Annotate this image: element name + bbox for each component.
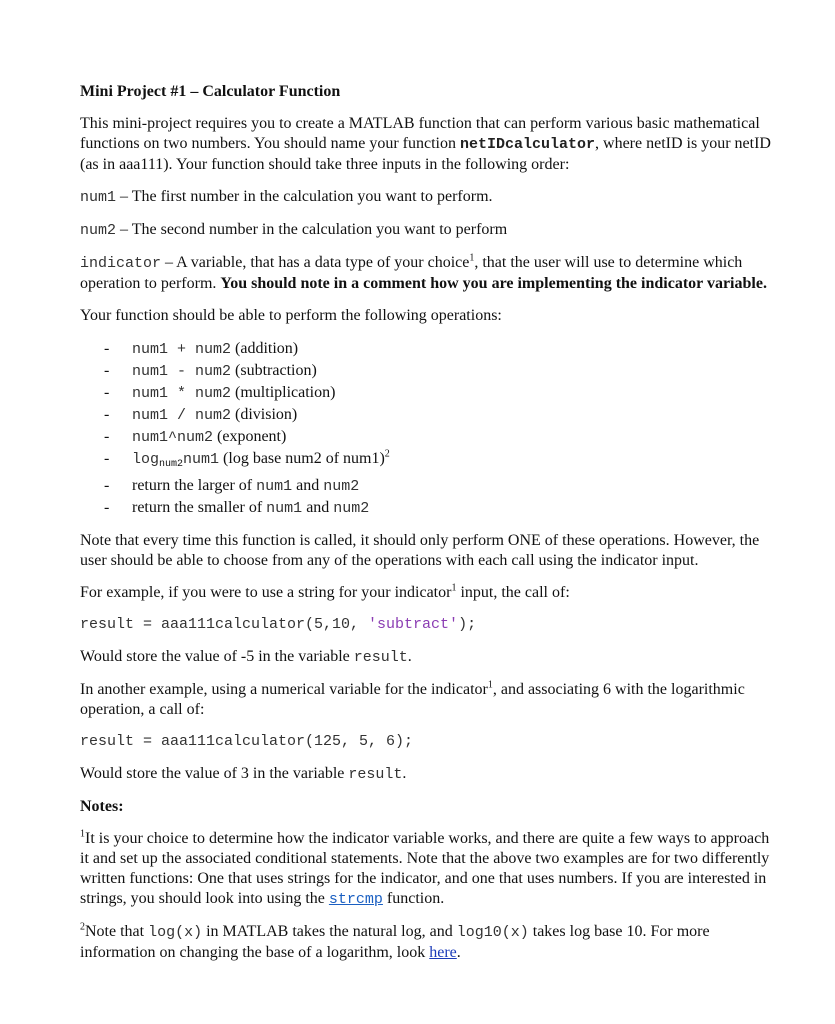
note-one-operation: Note that every time this function is called, it should only perform ONE of these operations. However, the user should be able to choose from any of the operations with each call using the indicator input. bbox=[80, 532, 760, 569]
example1-intro-text-1: For example, if you were to use a string for your indicator bbox=[80, 584, 452, 601]
example2-result-end: . bbox=[402, 765, 407, 782]
operation-text: (exponent) bbox=[213, 428, 287, 445]
log10-x-code: log10(x) bbox=[456, 924, 529, 941]
example2-intro bbox=[80, 680, 780, 720]
operation-code: num1 bbox=[256, 478, 293, 495]
operation-larger bbox=[80, 475, 780, 497]
example1-code-pre: result = aaa111calculator(5,10, bbox=[80, 616, 369, 633]
footnote-marker-2: 2 bbox=[80, 921, 85, 933]
footnote-ref-1: 1 bbox=[469, 252, 475, 264]
input-indicator bbox=[80, 253, 780, 294]
input-num2-desc: – The second number in the calculation you want to perform bbox=[116, 221, 508, 238]
example2-result-var: result bbox=[348, 766, 403, 783]
operation-text: (division) bbox=[231, 406, 298, 423]
log-argument: num1 bbox=[183, 451, 220, 468]
footnote-2-text-2: in MATLAB takes the natural log, and bbox=[202, 923, 457, 940]
strcmp-link[interactable]: strcmp bbox=[328, 891, 383, 908]
operations-list bbox=[80, 338, 780, 519]
example2-intro-text-2: , and associating 6 with the logarithmic operation, a call of: bbox=[80, 681, 745, 718]
list-dash: - bbox=[104, 362, 110, 379]
operation-smaller bbox=[80, 497, 780, 519]
operation-subtraction bbox=[80, 360, 780, 382]
log-x-code: log(x) bbox=[148, 924, 203, 941]
operation-code: num1 - num2 bbox=[132, 363, 232, 380]
operation-text: (multiplication) bbox=[231, 384, 336, 401]
input-num1-code: num1 bbox=[80, 189, 117, 206]
list-dash: - bbox=[104, 340, 110, 357]
example2-intro-text-1: In another example, using a numerical variable for the indicator bbox=[80, 681, 488, 698]
log-code: log bbox=[132, 451, 160, 468]
intro-text-1: This mini-project requires you to create a MATLAB function that can perform various basic mathematical functions on two numbers. You should name your function bbox=[80, 115, 760, 152]
document-body bbox=[80, 82, 780, 963]
operation-code: num1^num2 bbox=[132, 429, 214, 446]
list-dash: - bbox=[104, 406, 110, 423]
operation-code: num1 / num2 bbox=[132, 407, 232, 424]
operation-text: and bbox=[292, 477, 324, 494]
input-num2-code: num2 bbox=[80, 222, 117, 239]
footnote-ref-2: 2 bbox=[384, 448, 390, 460]
operation-text: (addition) bbox=[231, 340, 299, 357]
footnote-1-text: It is your choice to determine how the indicator variable works, and there are quite a few ways to approach it and set up the associated conditional statements. Note that the above two examples are for two differently written functions: One that uses strings for the indicator, and one that uses numbers. If you are interested in strings, you should look into using the bbox=[80, 830, 770, 907]
here-link[interactable]: here bbox=[429, 944, 457, 961]
intro-paragraph bbox=[80, 114, 780, 175]
operation-text: (subtraction) bbox=[231, 362, 317, 379]
example2-result-text: Would store the value of 3 in the variable bbox=[80, 765, 349, 782]
example1-result bbox=[80, 647, 780, 668]
operation-code: num1 * num2 bbox=[132, 385, 232, 402]
notes-heading: Notes: bbox=[80, 798, 124, 815]
operation-log bbox=[80, 448, 780, 475]
footnote-2-text-end: . bbox=[456, 944, 461, 961]
indicator-text-1: – A variable, that has a data type of your choice bbox=[161, 254, 470, 271]
operation-code: num1 bbox=[266, 500, 303, 517]
operation-text: return the smaller of bbox=[132, 499, 267, 516]
example1-result-text: Would store the value of -5 in the variable bbox=[80, 648, 354, 665]
list-dash: - bbox=[104, 499, 110, 516]
operation-code: num2 bbox=[323, 478, 360, 495]
input-num2 bbox=[80, 220, 780, 241]
footnote-2-text-3: takes log base 10. For more information on changing the base of a logarithm, look bbox=[80, 923, 710, 961]
footnote-2-text-1: Note that bbox=[85, 923, 149, 940]
footnote-ref-1: 1 bbox=[487, 679, 493, 691]
indicator-bold-note: You should note in a comment how you are implementing the indicator variable. bbox=[220, 275, 767, 292]
example1-intro bbox=[80, 583, 780, 603]
example2-result bbox=[80, 764, 780, 785]
example2-code: result = aaa111calculator(125, 5, 6); bbox=[80, 733, 414, 750]
operation-text: return the larger of bbox=[132, 477, 257, 494]
list-dash: - bbox=[104, 450, 110, 467]
operation-code: num2 bbox=[333, 500, 370, 517]
list-dash: - bbox=[104, 428, 110, 445]
page-title: Mini Project #1 – Calculator Function bbox=[80, 83, 341, 100]
input-num1 bbox=[80, 187, 780, 208]
example1-result-var: result bbox=[353, 649, 408, 666]
operations-intro: Your function should be able to perform the following operations: bbox=[80, 307, 502, 324]
footnote-1-text-end: function. bbox=[382, 890, 445, 907]
operation-text: and bbox=[302, 499, 334, 516]
footnote-ref-1: 1 bbox=[451, 582, 457, 594]
example1-result-end: . bbox=[407, 648, 412, 665]
footnote-marker-1: 1 bbox=[80, 828, 85, 840]
function-name: netIDcalculator bbox=[459, 136, 596, 153]
operation-division bbox=[80, 404, 780, 426]
indicator-code: indicator bbox=[80, 255, 162, 272]
operation-text: (log base num2 of num1) bbox=[219, 450, 385, 467]
operation-multiplication bbox=[80, 382, 780, 404]
example1-code-post: ); bbox=[458, 616, 477, 633]
intro-text-2: , where netID is your netID (as in aaa111). Your function should take three inputs in the following order: bbox=[80, 135, 771, 173]
log-base-subscript: num2 bbox=[159, 459, 184, 470]
list-dash: - bbox=[104, 384, 110, 401]
example1-intro-text-2: input, the call of: bbox=[456, 584, 570, 601]
operation-code: num1 + num2 bbox=[132, 341, 232, 358]
input-num1-desc: – The first number in the calculation you want to perform. bbox=[116, 188, 493, 205]
example1-code bbox=[80, 615, 780, 635]
footnote-2 bbox=[80, 922, 780, 963]
operation-addition bbox=[80, 338, 780, 360]
operation-exponent bbox=[80, 426, 780, 448]
example1-code-string: 'subtract' bbox=[368, 616, 459, 633]
footnote-1 bbox=[80, 829, 780, 910]
indicator-text-2: , that the user will use to determine which operation to perform. bbox=[80, 254, 743, 292]
list-dash: - bbox=[104, 477, 110, 494]
